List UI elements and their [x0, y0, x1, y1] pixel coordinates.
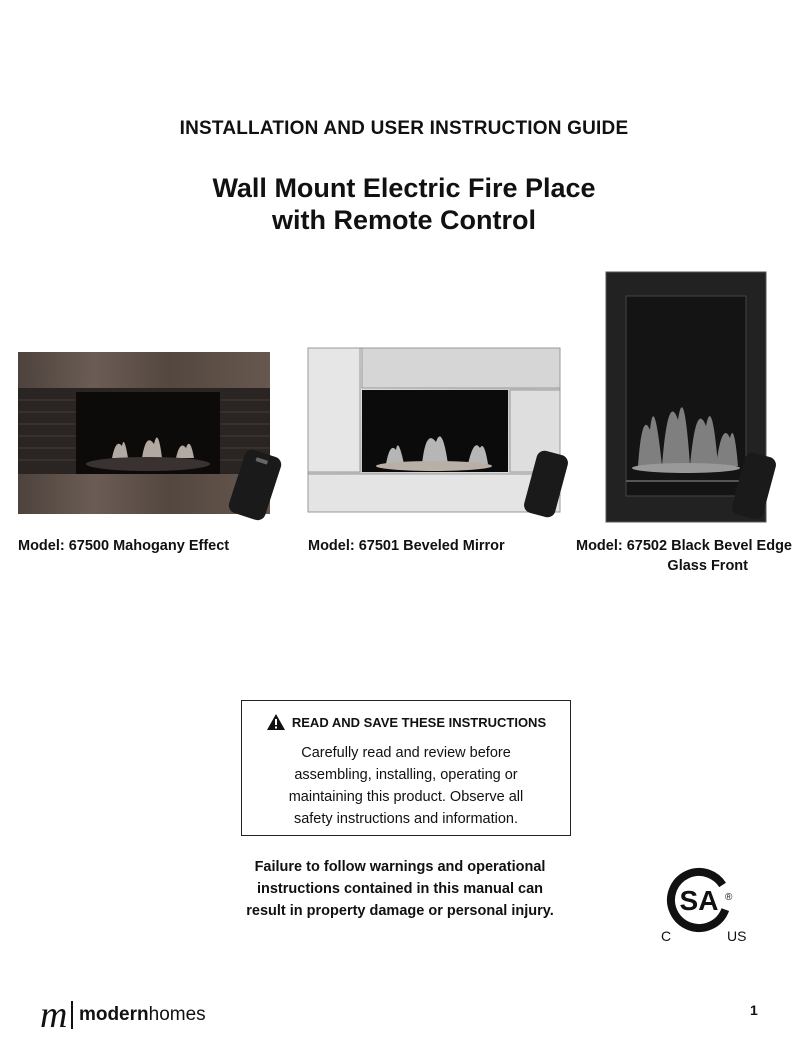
guide-heading: INSTALLATION AND USER INSTRUCTION GUIDE — [179, 118, 629, 139]
warning-line: Carefully read and review before — [301, 745, 511, 761]
failure-note-line: instructions contained in this manual can — [256, 881, 543, 897]
product-title — [0, 172, 808, 236]
model-caption-67501: Model: 67501 Beveled Mirror — [308, 538, 505, 554]
warning-triangle-icon — [266, 713, 286, 731]
registered-mark: ® — [725, 892, 733, 903]
csa-us-label: US — [727, 928, 747, 944]
model-caption-67500: Model: 67500 Mahogany Effect — [18, 538, 230, 554]
warning-title — [242, 713, 570, 731]
brand-divider — [71, 1001, 73, 1029]
fireplace-67502-image — [604, 270, 784, 526]
product-title-line1: Wall Mount Electric Fire Place — [212, 173, 596, 203]
svg-text:SA: SA — [679, 885, 719, 916]
fireplace-67501-image — [306, 346, 576, 524]
failure-note-line: Failure to follow warnings and operational — [254, 859, 546, 875]
model-caption-67502 — [568, 536, 792, 576]
brand-logo — [40, 994, 206, 1036]
warning-box — [241, 700, 571, 836]
warning-title-text: READ AND SAVE THESE INSTRUCTIONS — [291, 715, 547, 730]
warning-body — [262, 742, 550, 830]
fireplace-67500-image — [16, 346, 282, 524]
brand-logo-mark: m — [40, 994, 68, 1036]
warning-line: safety instructions and information. — [293, 811, 519, 827]
brand-name-bold: modern — [78, 1004, 149, 1025]
brand-name-light: homes — [148, 1004, 206, 1025]
model-caption-67502-line1: Model: 67502 Black Bevel Edge — [576, 538, 792, 554]
product-title-line2: with Remote Control — [272, 205, 536, 235]
model-caption-67502-line2: Glass Front — [667, 558, 748, 574]
page-number: 1 — [750, 1002, 758, 1018]
warning-line: maintaining this product. Observe all — [288, 789, 524, 805]
warning-line: assembling, installing, operating or — [294, 767, 518, 783]
failure-note-line: result in property damage or personal injury. — [246, 903, 554, 919]
failure-note — [220, 856, 580, 922]
csa-certification-mark — [655, 866, 755, 951]
csa-c-label: C — [661, 928, 672, 944]
